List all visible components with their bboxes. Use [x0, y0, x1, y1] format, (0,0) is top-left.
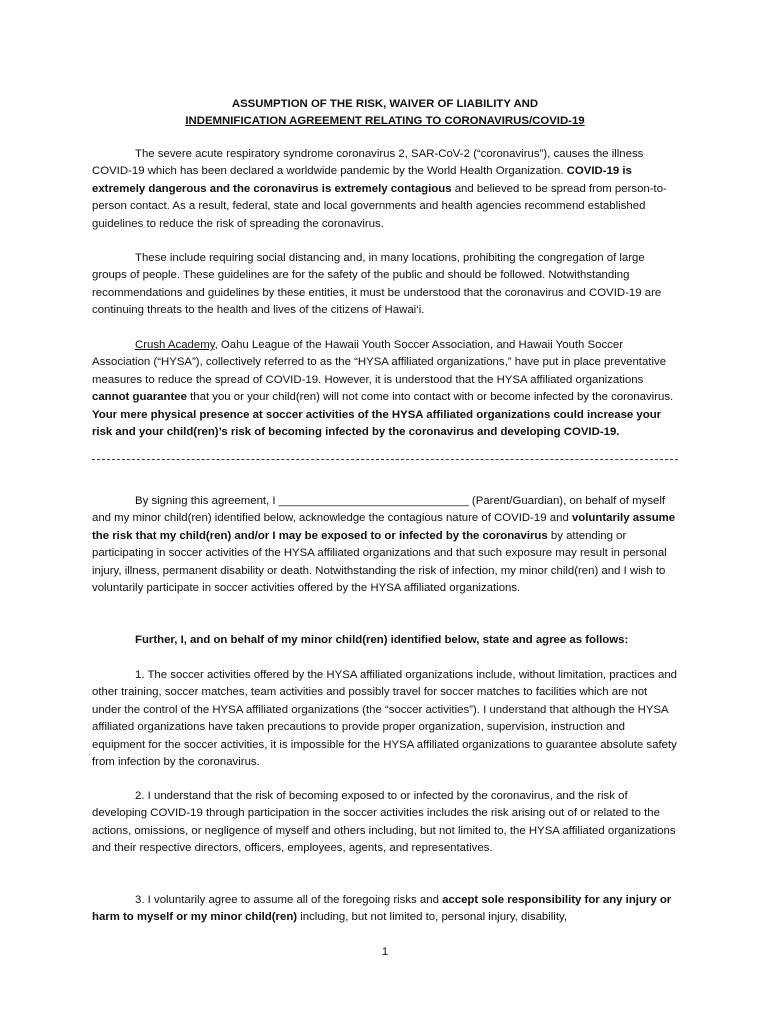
page-number: 1: [381, 946, 389, 958]
paragraph-further-agree: Further, I, and on behalf of my minor child(ren) identified below, state and agree as follows:: [135, 634, 629, 646]
bold-physical-presence-warning: Your mere physical presence at soccer activities of the HYSA affiliated organizations could increase your risk and your child(ren)’s risk of becoming infected by the coronavirus and developing COVID-19.: [92, 408, 662, 439]
club-name: Crush Academy: [135, 339, 215, 351]
bold-dangerous-statement: COVID-19 is extremely dangerous and the coronavirus is extremely contagious: [92, 165, 632, 195]
bold-sole-responsibility: accept sole responsibility for any injury or harm to myself or my minor child(ren): [92, 894, 672, 924]
paragraph-coronavirus-intro: The severe acute respiratory syndrome coronavirus 2, SAR-CoV-2 (“coronavirus”), causes the illness COVID-19 which has been declared a worldwide pandemic by the World Health Organization. COVID-19 is extremely dangerous and the coronavirus is extremely contagious and believed to be spread from person-to-person contact. As a result, federal, state and local governments and health agencies recommend established guidelines to reduce the risk of spreading the coronavirus.: [92, 148, 667, 230]
title-line-1: ASSUMPTION OF THE RISK, WAIVER OF LIABILITY AND: [231, 98, 539, 110]
clause-2: 2. I understand that the risk of becoming exposed to or infected by the coronavirus, and the risk of developing COVID-19 through participation in the soccer activities includes the risk arising out of or related to the actions, omissions, or negligence of myself and others including, but not limited to, the HYSA affiliated organizations and their respective directors, officers, employees, agents, and representatives.: [92, 790, 676, 855]
bold-cannot-guarantee: cannot guarantee: [92, 391, 187, 404]
paragraph-signing-agreement: By signing this agreement, I ______________________________ (Parent/Guardian), on behalf of myself and my minor child(ren) identified below, acknowledge the contagious nature of COVID-19 and voluntarily assume the risk that my child(ren) and/or I may be exposed to or infected by the coronavirus by attending or participating in soccer activities of the HYSA affiliated organizations and that such exposure may result in personal injury, illness, permanent disability or death. Notwithstanding the risk of infection, my minor child(ren) and I wish to voluntarily participate in soccer activities offered by the HYSA affiliated organizations.: [92, 495, 676, 595]
bold-assume-risk: voluntarily assume the risk that my child(ren) and/or I may be exposed to or infected by the coronavirus: [92, 512, 676, 542]
paragraph-hysa-organizations: Crush Academy, Oahu League of the Hawaii Youth Soccer Association, and Hawaii Youth Soccer Association (“HYSA”), collectively referred to as the “HYSA affiliated organizations,” have put in place preventative measures to reduce the spread of COVID-19. However, it is understood that the HYSA affiliated organizations cannot guarantee that you or your child(ren) will not come into contact with or become infected by the coronavirus. Your mere physical presence at soccer activities of the HYSA affiliated organizations could increase your risk and your child(ren)’s risk of becoming infected by the coronavirus and developing COVID-19.: [92, 339, 674, 439]
paragraph-guidelines: These include requiring social distancing and, in many locations, prohibiting the congregation of large groups of people. These guidelines are for the safety of the public and should be followed. Notwithstanding recommendations and guidelines by these entities, it must be understood that the coronavirus and COVID-19 are continuing threats to the health and lives of the citizens of Hawai‘i.: [92, 252, 662, 317]
document-title: [92, 96, 678, 131]
clause-1: 1. The soccer activities offered by the HYSA affiliated organizations include, without limitation, practices and other training, soccer matches, team activities and possibly travel for soccer matches to facilities which are not under the control of the HYSA affiliated organizations (the “soccer activities”). I understand that although the HYSA affiliated organizations have taken precautions to provide proper organization, supervision, instruction and equipment for the soccer activities, it is impossible for the HYSA affiliated organizations to guarantee absolute safety from infection by the coronavirus.: [92, 669, 677, 769]
dashed-separator: [92, 459, 678, 468]
clause-3: 3. I voluntarily agree to assume all of the foregoing risks and accept sole responsibility for any injury or harm to myself or my minor child(ren) including, but not limited to, personal injury, disability,: [92, 894, 672, 924]
title-line-2: INDEMNIFICATION AGREEMENT RELATING TO CORONAVIRUS/COVID-19: [185, 115, 585, 128]
